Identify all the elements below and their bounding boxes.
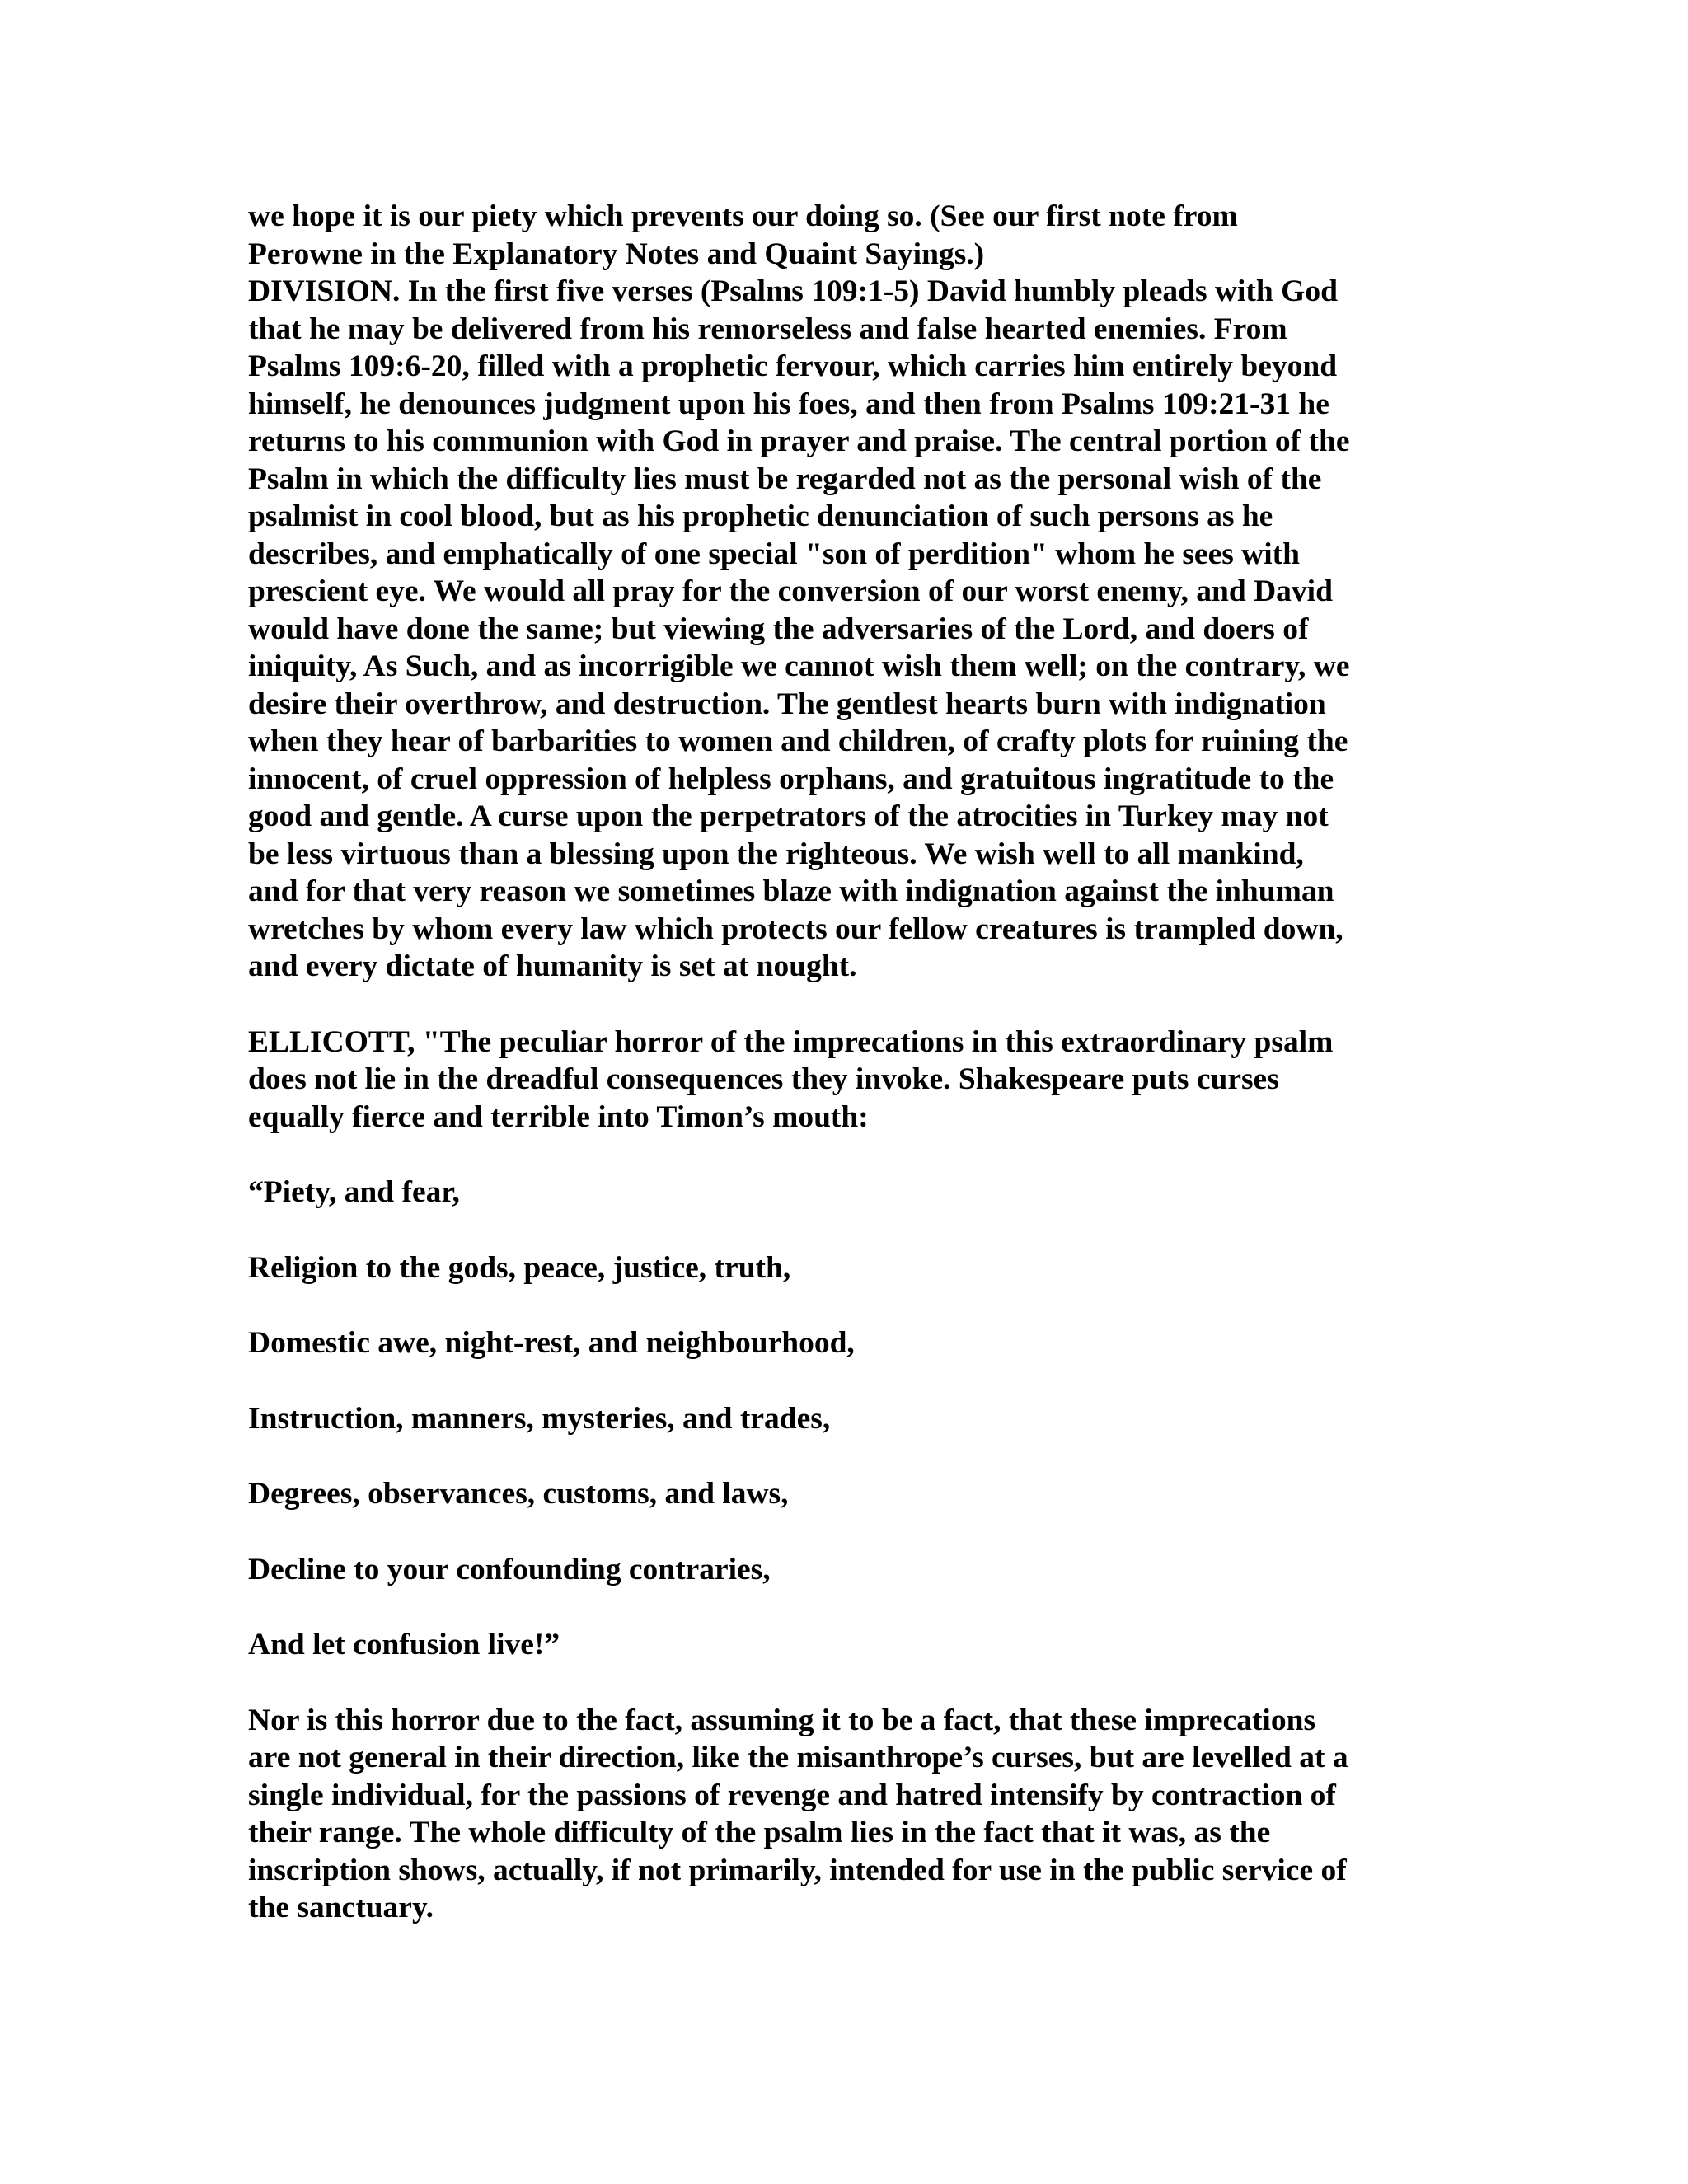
text-line: describes, and emphatically of one special "son of perdition" whom he sees with [248,537,1301,571]
poem-line [248,1324,1435,1362]
text-line: Religion to the gods, peace, justice, truth, [248,1250,791,1285]
text-line: good and gentle. A curse upon the perpetrators of the atrocities in Turkey may not [248,799,1329,833]
body-text [248,198,1435,1927]
text-line: the sanctuary. [248,1891,434,1924]
text-line: Perowne in the Explanatory Notes and Quaint Sayings.) [248,237,985,271]
text-line: wretches by whom every law which protects our fellow creatures is trampled down, [248,912,1343,946]
paragraph-gap [248,1362,1435,1400]
paragraph-gap [248,1664,1435,1702]
text-line: when they hear of barbarities to women and children, of crafty plots for ruining the [248,724,1348,758]
text-line: Domestic awe, night-rest, and neighbourhood, [248,1326,855,1360]
poem-line [248,1626,1435,1664]
text-line: Psalm in which the difficulty lies must be regarded not as the personal wish of the [248,462,1322,496]
text-line: prescient eye. We would all pray for the conversion of our worst enemy, and David [248,574,1333,608]
paragraph-horror [248,1702,1435,1927]
paragraph-gap [248,1513,1435,1551]
text-line: Degrees, observances, customs, and laws, [248,1477,789,1511]
text-line: And let confusion live!” [248,1628,560,1661]
paragraph-gap [248,1588,1435,1626]
poem-line [248,1400,1435,1438]
text-line: that he may be delivered from his remorseless and false hearted enemies. From [248,312,1287,346]
text-line: would have done the same; but viewing the adversaries of the Lord, and doers of [248,612,1309,646]
text-line: DIVISION. In the first five verses (Psalms 109:1-5) David humbly pleads with God [248,274,1338,308]
text-line: iniquity, As Such, and as incorrigible we cannot wish them well; on the contrary, we [248,649,1350,683]
paragraph-gap [248,1212,1435,1249]
text-line: himself, he denounces judgment upon his foes, and then from Psalms 109:21-31 he [248,387,1329,421]
poem-line [248,1551,1435,1589]
text-line: single individual, for the passions of revenge and hatred intensify by contraction of [248,1778,1336,1812]
text-line: desire their overthrow, and destruction. The gentlest hearts burn with indignation [248,687,1326,721]
text-line: Psalms 109:6-20, filled with a prophetic fervour, which carries him entirely beyond [248,349,1338,383]
text-line: be less virtuous than a blessing upon the righteous. We wish well to all mankind, [248,837,1304,871]
poem-line [248,1249,1435,1287]
paragraph-gap [248,1437,1435,1475]
text-line: psalmist in cool blood, but as his prophetic denunciation of such persons as he [248,499,1273,533]
paragraph-ellicott [248,1024,1435,1137]
text-line: does not lie in the dreadful consequences they invoke. Shakespeare puts curses [248,1062,1279,1096]
paragraph-gap [248,1286,1435,1324]
paragraph-gap [248,1136,1435,1174]
poem-line [248,1174,1435,1212]
text-line: are not general in their direction, like the misanthrope’s curses, but are levelled at a [248,1741,1348,1774]
text-line: ELLICOTT, "The peculiar horror of the imprecations in this extraordinary psalm [248,1024,1334,1059]
paragraph-division [248,198,1435,986]
text-line: innocent, of cruel oppression of helpless orphans, and gratuitous ingratitude to the [248,762,1334,796]
text-line: we hope it is our piety which prevents our doing so. (See our first note from [248,199,1238,233]
text-line: and for that very reason we sometimes blaze with indignation against the inhuman [248,874,1334,908]
text-line: “Piety, and fear, [248,1175,460,1209]
text-line: Instruction, manners, mysteries, and trades, [248,1401,831,1436]
poem-line [248,1475,1435,1513]
paragraph-gap [248,986,1435,1024]
text-line: Decline to your confounding contraries, [248,1552,771,1586]
text-line: their range. The whole difficulty of the psalm lies in the fact that it was, as the [248,1816,1271,1849]
text-line: equally fierce and terrible into Timon’s mouth: [248,1099,869,1134]
text-line: Nor is this horror due to the fact, assuming it to be a fact, that these imprecations [248,1703,1316,1737]
text-line: and every dictate of humanity is set at nought. [248,949,857,983]
text-line: returns to his communion with God in prayer and praise. The central portion of the [248,424,1350,458]
text-line: inscription shows, actually, if not primarily, intended for use in the public service of [248,1853,1347,1887]
